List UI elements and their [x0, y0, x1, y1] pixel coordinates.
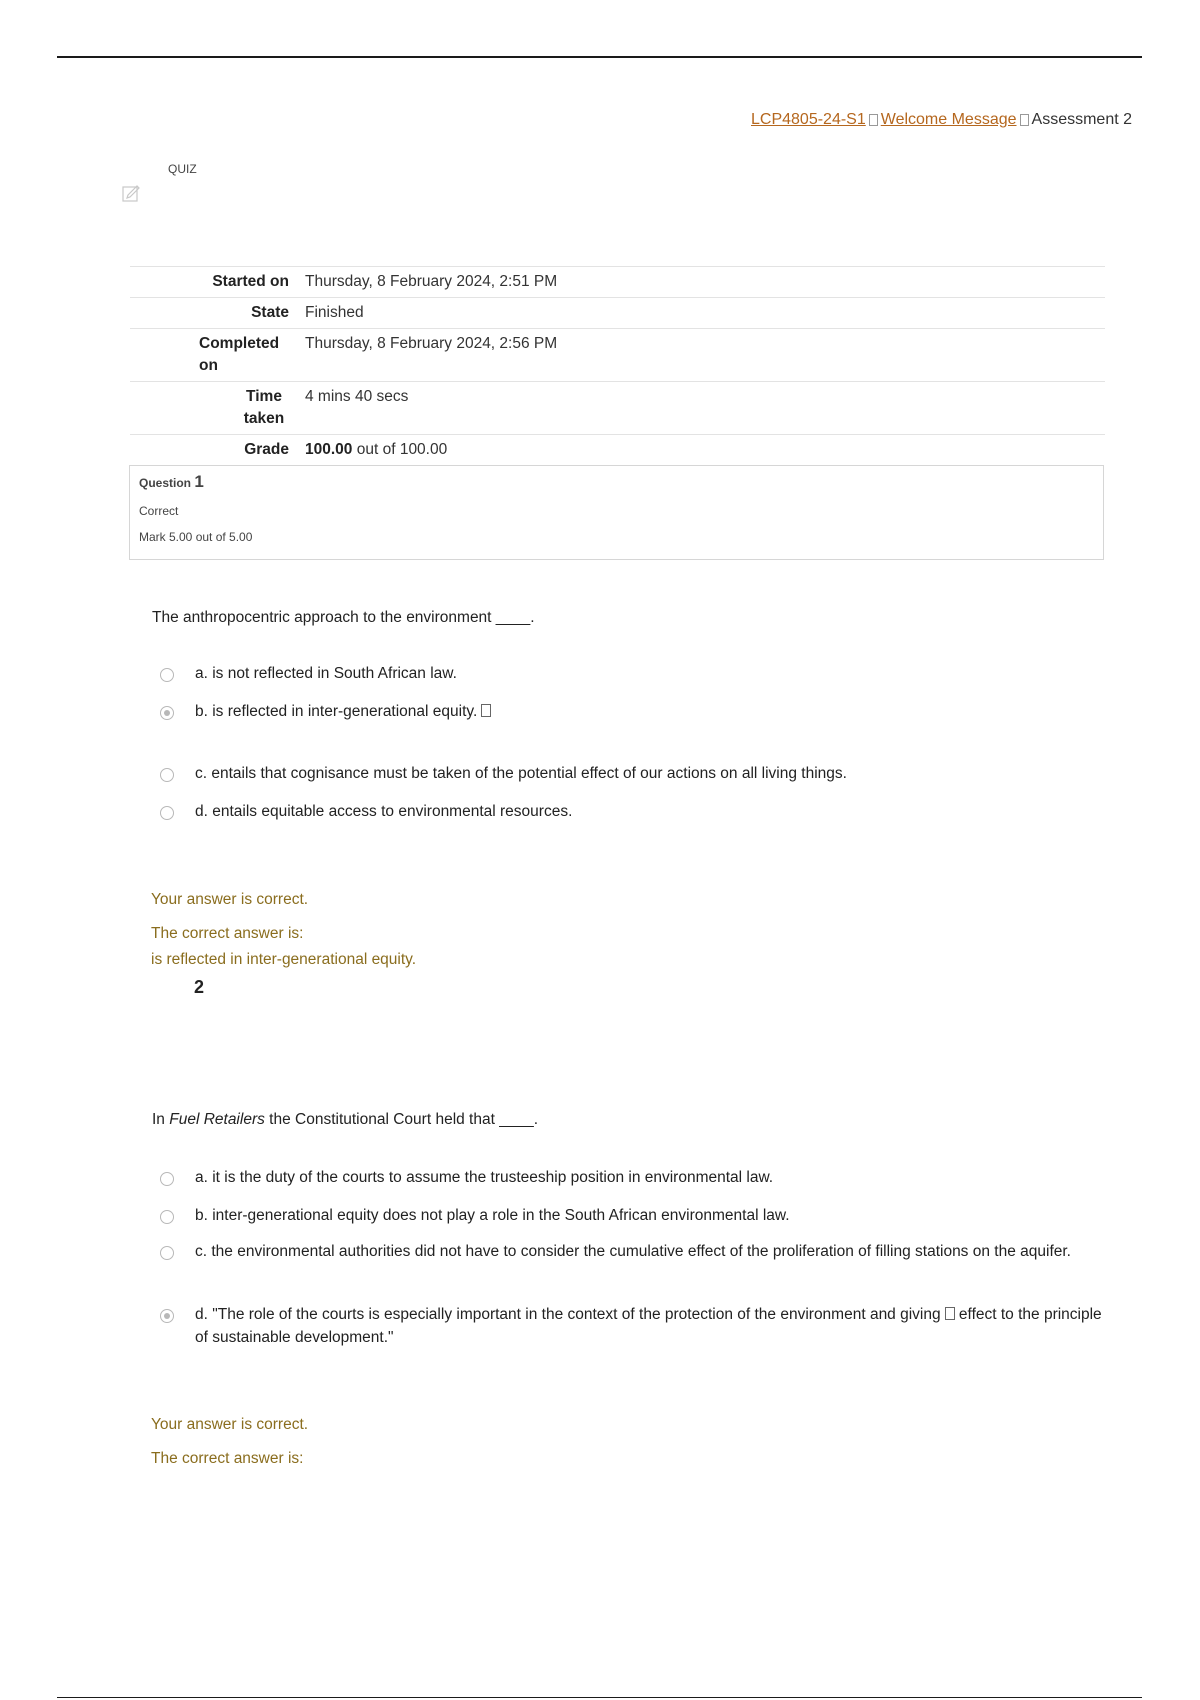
summary-row-time [130, 382, 1105, 435]
q1-correct-answer: is reflected in inter-generational equity. [151, 951, 417, 968]
radio-button[interactable] [160, 806, 174, 820]
radio-button[interactable] [160, 668, 174, 682]
option-label-start: d. "The role of the courts is especially important in the context of the protection of the environment and giving [195, 1306, 941, 1323]
question-1-text: The anthropocentric approach to the environment ____. [152, 609, 535, 626]
radio-button[interactable] [160, 1172, 174, 1186]
q1-option-d[interactable] [160, 800, 1115, 823]
q1-correct-label: The correct answer is: [151, 925, 304, 942]
breadcrumb-separator-icon [1020, 114, 1029, 126]
radio-button[interactable] [160, 768, 174, 782]
question-2-text-suffix: the Constitutional Court held that ____. [264, 1111, 539, 1128]
quiz-label: QUIZ [168, 162, 197, 176]
q2-feedback: Your answer is correct. [151, 1416, 309, 1433]
summary-row-completed [130, 329, 1105, 382]
option-label: a. it is the duty of the courts to assume the trusteeship position in environmental law. [195, 1169, 774, 1186]
question-title: Question [139, 476, 192, 490]
question-number: 1 [194, 472, 204, 491]
summary-value: Finished [305, 304, 364, 321]
question-2-text-prefix: In [152, 1111, 170, 1128]
option-label: c. the environmental authorities did not have to consider the cumulative effect of the proliferation of filling stations on the aquifer. [195, 1243, 1071, 1260]
q1-option-b[interactable] [160, 700, 1115, 723]
summary-row-state [130, 298, 1105, 329]
top-rule [57, 56, 1142, 58]
question-1-info-box [129, 465, 1104, 560]
summary-label: State [251, 304, 289, 321]
question-status: Correct [139, 504, 179, 518]
case-name: Fuel Retailers [169, 1111, 265, 1128]
q2-option-d[interactable] [160, 1303, 1115, 1349]
summary-label: Time taken [243, 388, 285, 427]
summary-value: Thursday, 8 February 2024, 2:51 PM [305, 273, 558, 290]
q2-option-b[interactable] [160, 1204, 1115, 1227]
question-mark: Mark 5.00 out of 5.00 [139, 530, 253, 544]
option-label: a. is not reflected in South African law. [195, 665, 457, 682]
q1-feedback: Your answer is correct. [151, 891, 309, 908]
radio-button-selected[interactable] [160, 1309, 174, 1323]
q2-correct-label: The correct answer is: [151, 1450, 304, 1467]
option-label: b. inter-generational equity does not play a role in the South African environmental law. [195, 1207, 790, 1224]
q2-option-c[interactable] [160, 1240, 1115, 1263]
breadcrumb-section-link[interactable]: Welcome Message [880, 111, 1017, 128]
summary-label: Grade [244, 441, 289, 458]
option-label-wrapper [160, 700, 1115, 723]
correct-mark-icon [945, 1307, 955, 1320]
q2-option-a[interactable] [160, 1166, 1115, 1189]
attempt-summary-table [130, 266, 1105, 465]
option-label-end: effect to the principle of sustainable development." [195, 1306, 1102, 1346]
breadcrumb-separator-icon [869, 114, 878, 126]
summary-value: Thursday, 8 February 2024, 2:56 PM [305, 335, 558, 352]
breadcrumb [751, 111, 1132, 129]
grade-value: 100.00 [305, 441, 353, 458]
radio-button[interactable] [160, 1210, 174, 1224]
option-label: d. entails equitable access to environmental resources. [195, 803, 573, 820]
summary-value: 4 mins 40 secs [305, 388, 409, 405]
summary-label: Completed on [199, 335, 280, 374]
radio-button[interactable] [160, 1246, 174, 1260]
quiz-edit-icon [122, 183, 142, 203]
option-label: b. is reflected in inter-generational equity. [195, 703, 478, 720]
radio-button-selected[interactable] [160, 706, 174, 720]
summary-label: Started on [212, 273, 289, 290]
summary-row-grade [130, 435, 1105, 466]
q1-option-c[interactable] [160, 762, 1115, 785]
question-2-text [152, 1111, 538, 1129]
correct-mark-icon [481, 704, 491, 717]
option-label-wrapper [160, 1303, 1115, 1349]
breadcrumb-current: Assessment 2 [1031, 111, 1132, 128]
bottom-rule [57, 1697, 1142, 1698]
option-label: c. entails that cognisance must be taken of the potential effect of our actions on all living things. [195, 765, 847, 782]
question-2-number: 2 [194, 977, 205, 997]
q1-option-a[interactable] [160, 662, 1115, 685]
grade-suffix: out of 100.00 [356, 441, 448, 458]
summary-row-started [130, 267, 1105, 298]
breadcrumb-course-link[interactable]: LCP4805-24-S1 [751, 111, 866, 128]
